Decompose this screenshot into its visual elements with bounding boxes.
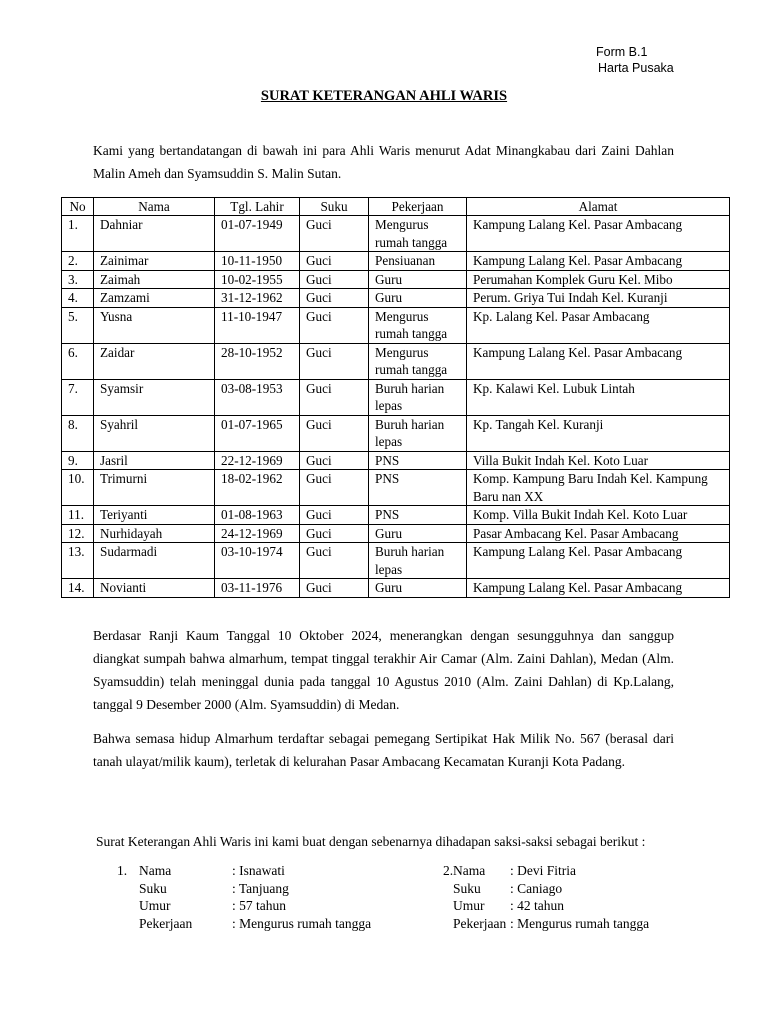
cell-suku: Guci [300,470,369,506]
cell-tgl-lahir: 11-10-1947 [215,307,300,343]
cell-alamat: Kampung Lalang Kel. Pasar Ambacang [467,579,730,598]
cell-tgl-lahir: 28-10-1952 [215,343,300,379]
cell-alamat: Villa Bukit Indah Kel. Koto Luar [467,451,730,470]
header-alamat: Alamat [467,198,730,216]
cell-suku: Guci [300,506,369,525]
table-row [62,289,730,308]
cell-pekerjaan: Pensiuanan [369,252,467,271]
cell-suku: Guci [300,343,369,379]
cell-suku: Guci [300,252,369,271]
witness-number [443,915,453,933]
witness-field-label: Nama [453,863,486,878]
witness-number [117,897,139,915]
cell-pekerjaan: PNS [369,470,467,506]
form-code [596,44,674,76]
cell-pekerjaan: Buruh harian lepas [369,543,467,579]
cell-tgl-lahir: 22-12-1969 [215,451,300,470]
cell-no: 3. [62,270,94,289]
witness-field-value: : 42 tahun [510,898,564,914]
cell-nama: Zaimah [94,270,215,289]
cell-tgl-lahir: 10-02-1955 [215,270,300,289]
witness-field [443,915,649,933]
cell-pekerjaan: Guru [369,289,467,308]
witness-field-value: : Mengurus rumah tangga [510,916,650,932]
cell-nama: Trimurni [94,470,215,506]
cell-no: 12. [62,524,94,543]
form-category: Harta Pusaka [598,61,674,75]
table-row [62,415,730,451]
cell-pekerjaan: Buruh harian lepas [369,379,467,415]
document-title: SURAT KETERANGAN AHLI WARIS [260,88,508,104]
header-suku: Suku [300,198,369,216]
cell-tgl-lahir: 10-11-1950 [215,252,300,271]
cell-tgl-lahir: 01-07-1965 [215,415,300,451]
cell-no: 7. [62,379,94,415]
table-row [62,307,730,343]
cell-pekerjaan: Buruh harian lepas [369,415,467,451]
witness-field-value: : Mengurus rumah tangga [232,916,372,932]
table-row [62,216,730,252]
cell-nama: Zainimar [94,252,215,271]
cell-alamat: Kp. Lalang Kel. Pasar Ambacang [467,307,730,343]
cell-suku: Guci [300,451,369,470]
cell-no: 9. [62,451,94,470]
table-row [62,506,730,525]
cell-no: 11. [62,506,94,525]
cell-nama: Syamsir [94,379,215,415]
witness-number [443,897,453,915]
cell-pekerjaan: Guru [369,579,467,598]
cell-suku: Guci [300,270,369,289]
witness-field-value: : Isnawati [232,863,285,878]
table-row [62,524,730,543]
witness-field [117,862,371,880]
cell-no: 14. [62,579,94,598]
cell-no: 6. [62,343,94,379]
cell-alamat: Komp. Kampung Baru Indah Kel. Kampung Baru nan XX [467,470,730,506]
table-row [62,270,730,289]
cell-pekerjaan: Guru [369,524,467,543]
cell-nama: Dahniar [94,216,215,252]
cell-no: 5. [62,307,94,343]
cell-tgl-lahir: 01-07-1949 [215,216,300,252]
cell-nama: Jasril [94,451,215,470]
cell-suku: Guci [300,579,369,598]
witness-field [117,880,371,898]
witness-number [117,880,139,898]
witness-number: 2. [443,863,454,878]
cell-pekerjaan: PNS [369,451,467,470]
cell-alamat: Kampung Lalang Kel. Pasar Ambacang [467,543,730,579]
witness-field-label: Umur [139,898,171,914]
witness-field-value: : Caniago [510,880,563,896]
cell-nama: Sudarmadi [94,543,215,579]
cell-suku: Guci [300,415,369,451]
header-no: No [62,198,94,216]
cell-suku: Guci [300,524,369,543]
table-row [62,252,730,271]
intro-paragraph: Kami yang bertandatangan di bawah ini para Ahli Waris menurut Adat Minangkabau dari Zaini Dahlan Malin Ameh dan Syamsuddin S. Malin Sutan. [93,143,674,181]
cell-nama: Nurhidayah [94,524,215,543]
witness-field [443,897,649,915]
witness-field [443,862,649,880]
witness-field-value: : 57 tahun [232,898,286,914]
cell-alamat: Perum. Griya Tui Indah Kel. Kuranji [467,289,730,308]
witness-field-label: Nama [139,863,172,878]
cell-nama: Zamzami [94,289,215,308]
cell-tgl-lahir: 18-02-1962 [215,470,300,506]
cell-tgl-lahir: 03-08-1953 [215,379,300,415]
table-header-row [62,198,730,216]
cell-alamat: Komp. Villa Bukit Indah Kel. Koto Luar [467,506,730,525]
cell-suku: Guci [300,379,369,415]
cell-alamat: Pasar Ambacang Kel. Pasar Ambacang [467,524,730,543]
cell-alamat: Kampung Lalang Kel. Pasar Ambacang [467,343,730,379]
cell-tgl-lahir: 03-11-1976 [215,579,300,598]
witness-number: 1. [117,863,128,878]
cell-pekerjaan: Mengurus rumah tangga [369,216,467,252]
cell-tgl-lahir: 01-08-1963 [215,506,300,525]
cell-no: 2. [62,252,94,271]
witness-field-label: Suku [453,880,481,896]
cell-tgl-lahir: 03-10-1974 [215,543,300,579]
table-row [62,470,730,506]
cell-suku: Guci [300,307,369,343]
cell-pekerjaan: PNS [369,506,467,525]
witness-number [117,915,139,933]
table-body [62,216,730,598]
table-row [62,579,730,598]
cell-alamat: Kampung Lalang Kel. Pasar Ambacang [467,216,730,252]
witness-number [443,880,453,898]
cell-alamat: Kp. Kalawi Kel. Lubuk Lintah [467,379,730,415]
cell-nama: Novianti [94,579,215,598]
header-pekerjaan: Pekerjaan [369,198,467,216]
cell-no: 4. [62,289,94,308]
cell-pekerjaan: Guru [369,270,467,289]
cell-alamat: Kp. Tangah Kel. Kuranji [467,415,730,451]
cell-no: 13. [62,543,94,579]
table-row [62,379,730,415]
property-paragraph: Bahwa semasa hidup Almarhum terdaftar sebagai pemegang Sertipikat Hak Milik No. 567 (berasal dari tanah ulayat/milik kaum), terletak di kelurahan Pasar Ambacang Kecamatan Kuranji Kota Padang. [93,731,674,769]
cell-suku: Guci [300,543,369,579]
cell-no: 8. [62,415,94,451]
cell-alamat: Perumahan Komplek Guru Kel. Mibo [467,270,730,289]
witness-intro: Surat Keterangan Ahli Waris ini kami buat dengan sebenarnya dihadapan saksi-saksi sebagai berikut : [96,834,646,849]
header-nama: Nama [94,198,215,216]
witness-field-value: : Tanjuang [232,880,289,896]
table-row [62,451,730,470]
cell-nama: Zaidar [94,343,215,379]
witness-field-value: : Devi Fitria [510,863,576,878]
witness-1 [117,862,371,933]
cell-no: 1. [62,216,94,252]
cell-tgl-lahir: 31-12-1962 [215,289,300,308]
witness-field [117,915,371,933]
cell-suku: Guci [300,216,369,252]
witness-2 [443,862,649,933]
table-row [62,543,730,579]
cell-pekerjaan: Mengurus rumah tangga [369,343,467,379]
cell-nama: Teriyanti [94,506,215,525]
cell-nama: Syahril [94,415,215,451]
witness-field-label: Pekerjaan [139,916,193,932]
statement-paragraph: Berdasar Ranji Kaum Tanggal 10 Oktober 2024, menerangkan dengan sesungguhnya dan sanggup diangkat sumpah bahwa almarhum, tempat tinggal terakhir Air Camar (Alm. Zaini Dahlan), Medan (Alm. Syamsuddin) telah meninggal dunia pada tanggal 10 Agustus 2010 (Alm. Zaini Dahlan) di Kp.Lalang, tanggal 9 Desember 2000 (Alm. Syamsuddin) di Medan. [93,628,674,712]
witness-field [117,897,371,915]
witness-field-label: Umur [453,898,485,914]
cell-suku: Guci [300,289,369,308]
header-tgl-lahir: Tgl. Lahir [215,198,300,216]
cell-alamat: Kampung Lalang Kel. Pasar Ambacang [467,252,730,271]
cell-nama: Yusna [94,307,215,343]
table-row [62,343,730,379]
witness-field-label: Pekerjaan [453,916,507,932]
cell-tgl-lahir: 24-12-1969 [215,524,300,543]
cell-pekerjaan: Mengurus rumah tangga [369,307,467,343]
witness-field [443,880,649,898]
heirs-table [61,197,730,598]
witness-field-label: Suku [139,880,167,896]
form-number: Form B.1 [596,45,648,59]
cell-no: 10. [62,470,94,506]
